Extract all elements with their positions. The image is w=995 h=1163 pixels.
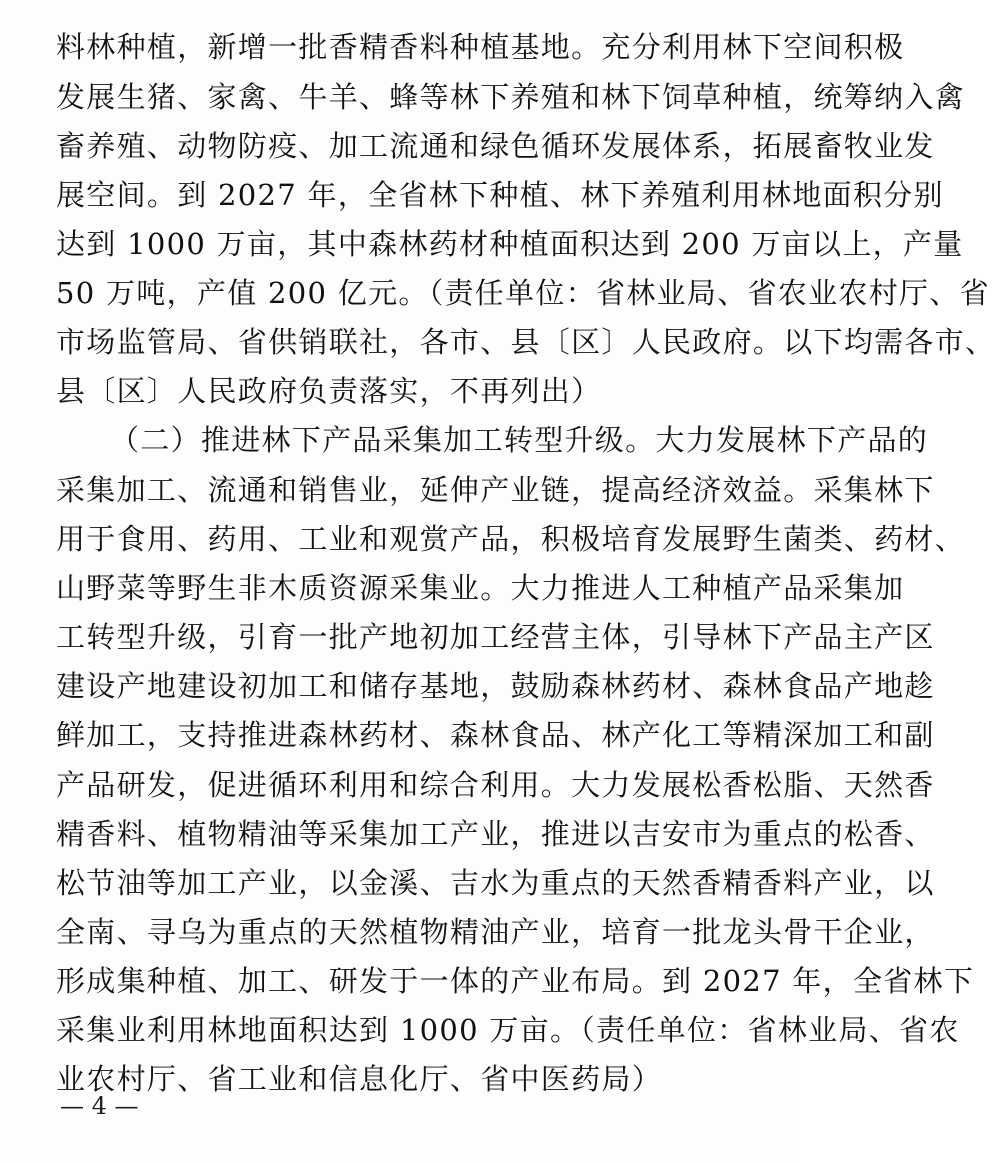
text-line: 全南、寻乌为重点的天然植物精油产业，培育一批龙头骨干企业， xyxy=(56,915,935,949)
page-number: — 4 — xyxy=(60,1092,139,1120)
text-line: 鲜加工，支持推进森林药材、森林食品、林产化工等精深加工和副 xyxy=(56,718,935,752)
text-line: 达到 1000 万亩，其中森林药材种植面积达到 200 万亩以上，产量 xyxy=(56,227,964,261)
text-line: 松节油等加工产业，以金溪、吉水为重点的天然香精香料产业，以 xyxy=(56,866,935,900)
text-line: 产品研发，促进循环利用和综合利用。大力发展松香松脂、天然香 xyxy=(56,768,935,802)
text-line: 形成集种植、加工、研发于一体的产业布局。到 2027 年，全省林下 xyxy=(56,964,975,998)
text-line: 山野菜等野生非木质资源采集业。大力推进人工种植产品采集加 xyxy=(56,571,905,605)
text-line: 发展生猪、家禽、牛羊、蜂等林下养殖和林下饲草种植，统筹纳入禽 xyxy=(56,80,966,114)
text-line: 建设产地建设初加工和储存基地，鼓励森林药材、森林食品产地趁 xyxy=(56,669,935,703)
text-line: 50 万吨，产值 200 亿元。（责任单位：省林业局、省农业农村厅、省 xyxy=(56,276,990,310)
text-line: 畜养殖、动物防疫、加工流通和绿色循环发展体系，拓展畜牧业发 xyxy=(56,129,935,163)
text-line: 料林种植，新增一批香精香料种植基地。充分利用林下空间积极 xyxy=(56,30,905,64)
section-heading-line: （二）推进林下产品采集加工转型升级。大力发展林下产品的 xyxy=(110,423,929,457)
text-line: 用于食用、药用、工业和观赏产品，积极培育发展野生菌类、药材、 xyxy=(56,522,966,556)
text-line: 展空间。到 2027 年，全省林下种植、林下养殖利用林地面积分别 xyxy=(56,178,944,212)
text-line: 市场监管局、省供销联社，各市、县〔区〕人民政府。以下均需各市、 xyxy=(56,325,995,359)
text-line: 采集加工、流通和销售业，延伸产业链，提高经济效益。采集林下 xyxy=(56,473,935,507)
text-line: 县〔区〕人民政府负责落实，不再列出） xyxy=(56,374,602,408)
text-line: 工转型升级，引育一批产地初加工经营主体，引导林下产品主产区 xyxy=(56,620,935,654)
text-line: 精香料、植物精油等采集加工产业，推进以吉安市为重点的松香、 xyxy=(56,817,935,851)
text-line: 业农村厅、省工业和信息化厅、省中医药局） xyxy=(56,1062,663,1096)
text-line: 采集业利用林地面积达到 1000 万亩。（责任单位：省林业局、省农 xyxy=(56,1013,960,1047)
